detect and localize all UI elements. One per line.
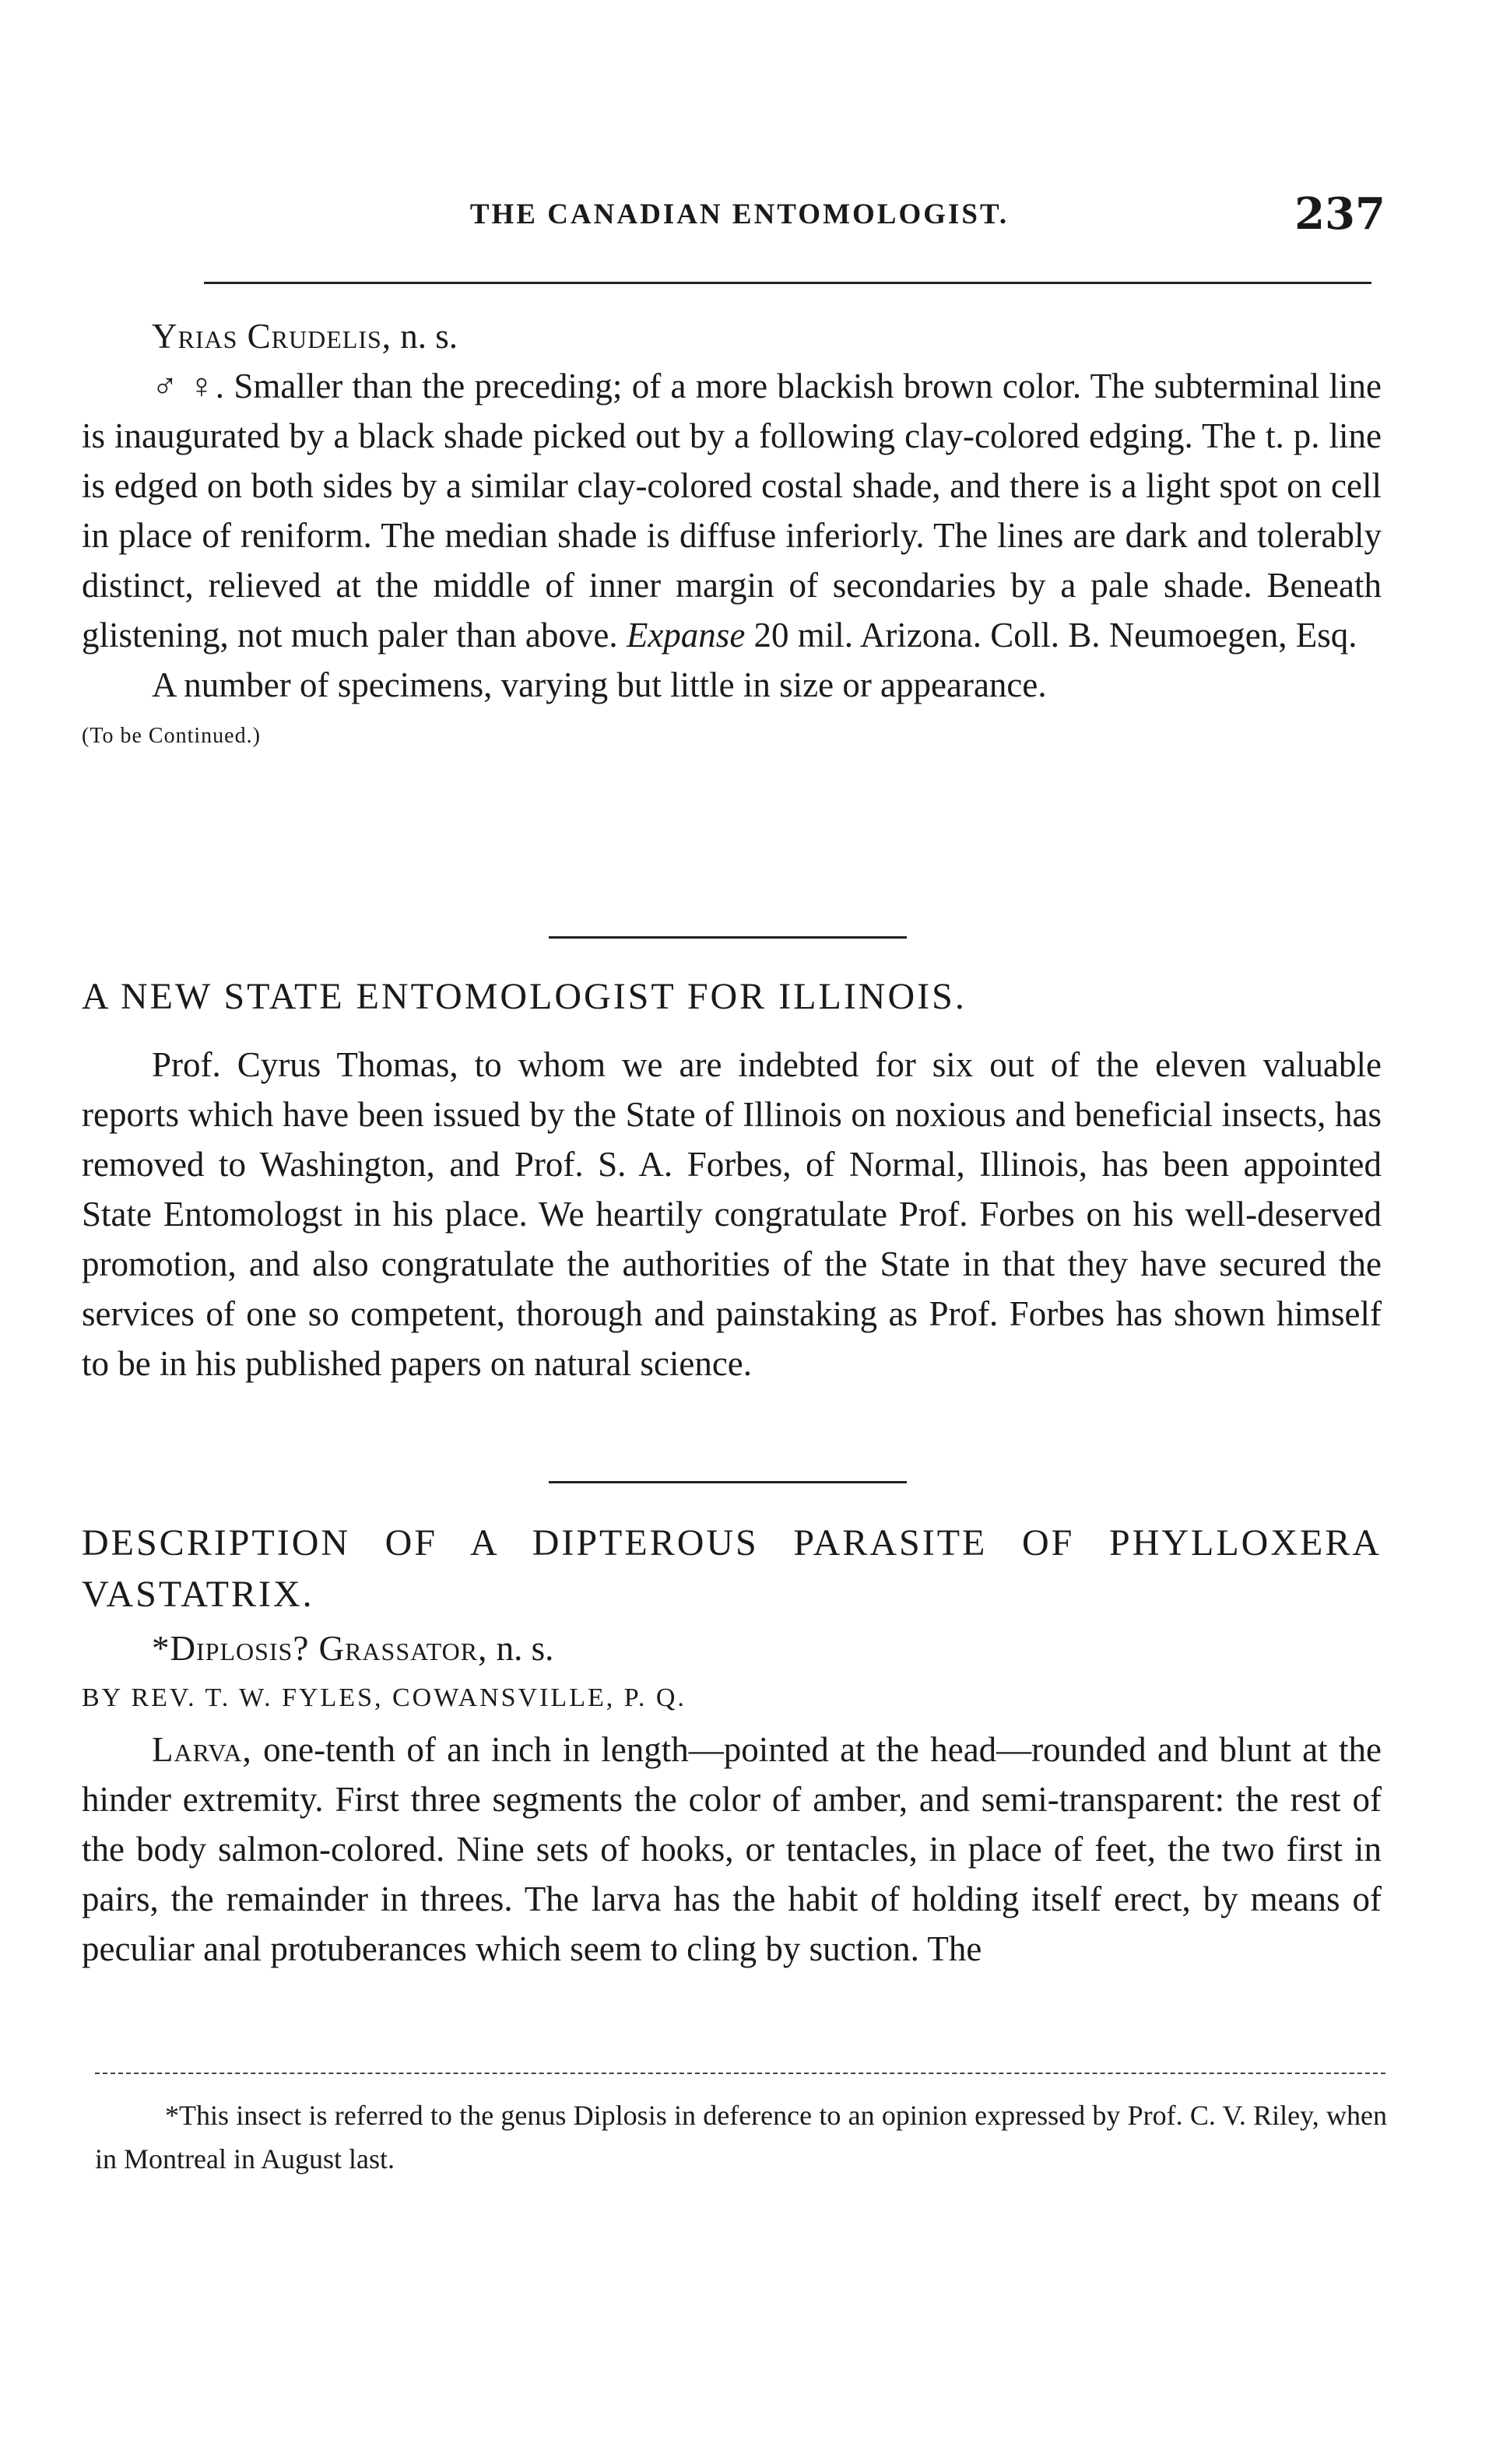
species-suffix: n. s. [496, 1629, 554, 1668]
section-heading: DESCRIPTION OF A DIPTEROUS PARASITE OF PHYLLOXERA VASTATRIX. [82, 1522, 1382, 1615]
description-text: Smaller than the preceding; of a more blackish brown color. The subterminal line is inaugurated by a black shade picked out by a following clay-colored edging. The t. p. line is edged on both sides by a similar clay-colored costal shade, and there is a light spot on cell in place of reniform. The median shade is diffuse inferiorly. The lines are dark and tolerably distinct, relieved at the middle of inner margin of secondaries by a pale shade. Beneath glistening, not much paler than above. [82, 367, 1382, 655]
footnote-text: *This insect is referred to the genus Diplosis in deference to an opinion expressed by Prof. C. V. Riley, when in Montreal in August last. [95, 2100, 1387, 2174]
author-byline: BY REV. T. W. FYLES, COWANSVILLE, P. Q. [82, 1683, 687, 1712]
article-body: Prof. Cyrus Thomas, to whom we are indebted for six out of the eleven valuable reports which have been issued by the State of Illinois on noxious and beneficial insects, has removed to Washington, and Prof. S. A. Forbes, of Normal, Illinois, has been appointed State Entomologst in his place. We heartily congratulate Prof. Forbes on his well-deserved promotion, and also congratulate the authorities of the State in that they have secured the services of one so competent, thorough and painstaking as Prof. Forbes has shown himself to be in his published papers on natural science. [82, 1045, 1382, 1383]
specimens-note: A number of specimens, varying but little in size or appearance. [152, 665, 1047, 704]
header-rule [204, 282, 1371, 284]
article-yrias-crudelis [82, 311, 1382, 752]
footnote [95, 2094, 1387, 2181]
section-divider [549, 1481, 907, 1483]
section-heading: A NEW STATE ENTOMOLOGIST FOR ILLINOIS. [82, 976, 967, 1017]
page-number: 237 [1294, 188, 1385, 240]
larva-text: one-tenth of an inch in length—pointed at the head—rounded and blunt at the hinder extremity. First three segments the color of amber, and semi-transparent: the rest of the body salmon-colored. Nine sets of hooks, or tentacles, in place of feet, the two first in pairs, the remainder in threes. The larva has the habit of holding itself erect, by means of peculiar anal protuberances which seem to cling by suction. The [82, 1730, 1382, 1968]
expanse-label: Expanse [626, 616, 746, 655]
larva-label: Larva, [152, 1730, 252, 1769]
continued-note: (To be Continued.) [82, 724, 261, 748]
footnote-rule [95, 2073, 1385, 2074]
running-title: THE CANADIAN ENTOMOLOGIST. [469, 198, 1010, 230]
species-suffix: n. s. [400, 317, 458, 356]
species-name: Yrias Crudelis, [152, 317, 392, 356]
species-description [82, 361, 1382, 660]
article-dipterous-parasite [82, 1518, 1382, 1974]
expanse-text: 20 mil. Arizona. Coll. B. Neumoegen, Esq. [753, 616, 1357, 655]
species-heading [82, 1623, 1382, 1673]
running-head [93, 188, 1385, 243]
sex-symbols: ♂ ♀. [152, 367, 225, 405]
section-divider [549, 936, 907, 939]
species-name: *Diplosis? Grassator, [152, 1629, 488, 1668]
species-heading [82, 311, 1382, 361]
larva-description [82, 1725, 1382, 1974]
article-new-state-entomologist [82, 971, 1382, 1388]
